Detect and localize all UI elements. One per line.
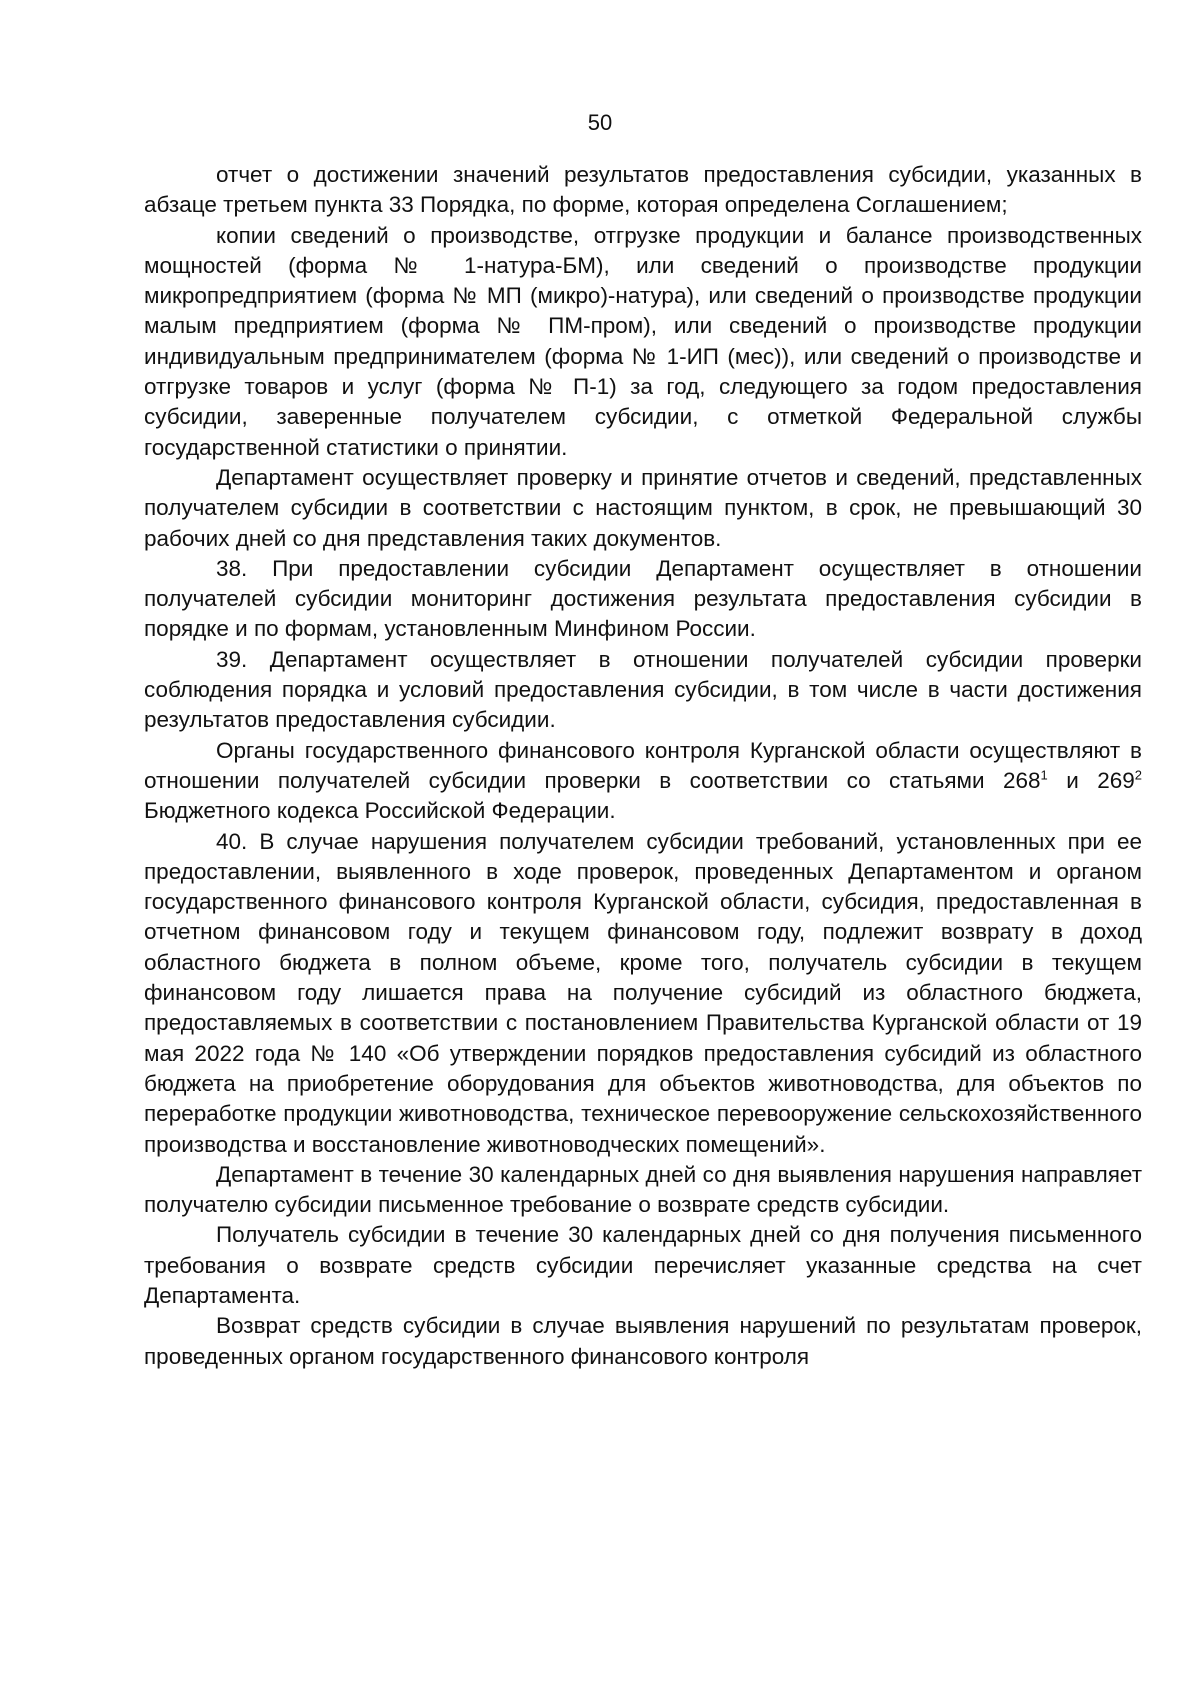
paragraph-return-of-funds: Возврат средств субсидии в случае выявления нарушений по результатам проверок, проведенных органом государственного финансового контроля	[144, 1313, 1142, 1369]
paragraph-production-info-copies: копии сведений о производстве, отгрузке продукции и балансе производственных мощностей (форма № 1-натура-БМ), или сведений о производстве продукции микропредприятием (форма № МП (микро)-натура), или сведений о производстве продукции малым предприятием (форма № ПМ-пром), или сведений о производстве продукции индивидуальным предпринимателем (форма № 1-ИП (мес)), или сведений о производстве и отгрузке товаров и услуг (форма № П-1) за год, следующего за годом предоставления субсидии, заверенные получателем субсидии, с отметкой Федеральной службы государственной статистики о принятии.	[144, 222, 1142, 460]
paragraph-clause-38: 38. При предоставлении субсидии Департамент осуществляет в отношении получателей субсидии мониторинг достижения результата предоставления субсидии в порядке и по формам, установленным Минфином России.	[144, 555, 1142, 642]
paragraph-text-before-sup: Органы государственного финансового контроля Курганской области осуществляют в отношении получателей субсидии проверки в соответствии со статьями 268	[144, 737, 1142, 793]
paragraph-report-on-results: отчет о достижении значений результатов предоставления субсидии, указанных в абзаце третьем пункта 33 Порядка, по форме, которая определена Соглашением;	[144, 162, 1142, 218]
paragraph-text-middle: и 269	[1047, 767, 1135, 793]
paragraph-financial-control-bodies	[144, 736, 1142, 827]
footnote-ref-2: 2	[1134, 767, 1142, 783]
paragraph-clause-40: 40. В случае нарушения получателем субсидии требований, установленных при ее предоставлении, выявленного в ходе проверок, проведенных Департаментом и органом государственного финансового контроля Курганской области, субсидия, предоставленная в отчетном финансовом году и текущем финансовом году, подлежит возврату в доход областного бюджета в полном объеме, кроме того, получатель субсидии в текущем финансовом году лишается права на получение субсидий из областного бюджета, предоставляемых в соответствии с постановлением Правительства Курганской области от 19 мая 2022 года № 140 «Об утверждении порядков предоставления субсидий из областного бюджета на приобретение оборудования для объектов животноводства, для объектов по переработке продукции животноводства, техническое перевооружение сельскохозяйственного производства и восстановление животноводческих помещений».	[144, 828, 1142, 1157]
footnote-ref-1: 1	[1040, 767, 1048, 783]
paragraph-clause-39: 39. Департамент осуществляет в отношении получателей субсидии проверки соблюдения порядка и условий предоставления субсидии, в том числе в части достижения результатов предоставления субсидии.	[144, 646, 1142, 733]
paragraph-written-demand: Департамент в течение 30 календарных дней со дня выявления нарушения направляет получателю субсидии письменное требование о возврате средств субсидии.	[144, 1161, 1142, 1218]
document-body	[144, 160, 1142, 1372]
paragraph-recipient-transfer: Получатель субсидии в течение 30 календарных дней со дня получения письменного требования о возврате средств субсидии перечисляет указанные средства на счет Департамента.	[144, 1222, 1142, 1308]
page-number: 50	[587, 110, 613, 135]
paragraph-text-after-sup: Бюджетного кодекса Российской Федерации.	[144, 798, 616, 824]
paragraph-department-review: Департамент осуществляет проверку и принятие отчетов и сведений, представленных получателем субсидии в соответствии с настоящим пунктом, в срок, не превышающий 30 рабочих дней со дня представления таких документов.	[144, 464, 1142, 551]
